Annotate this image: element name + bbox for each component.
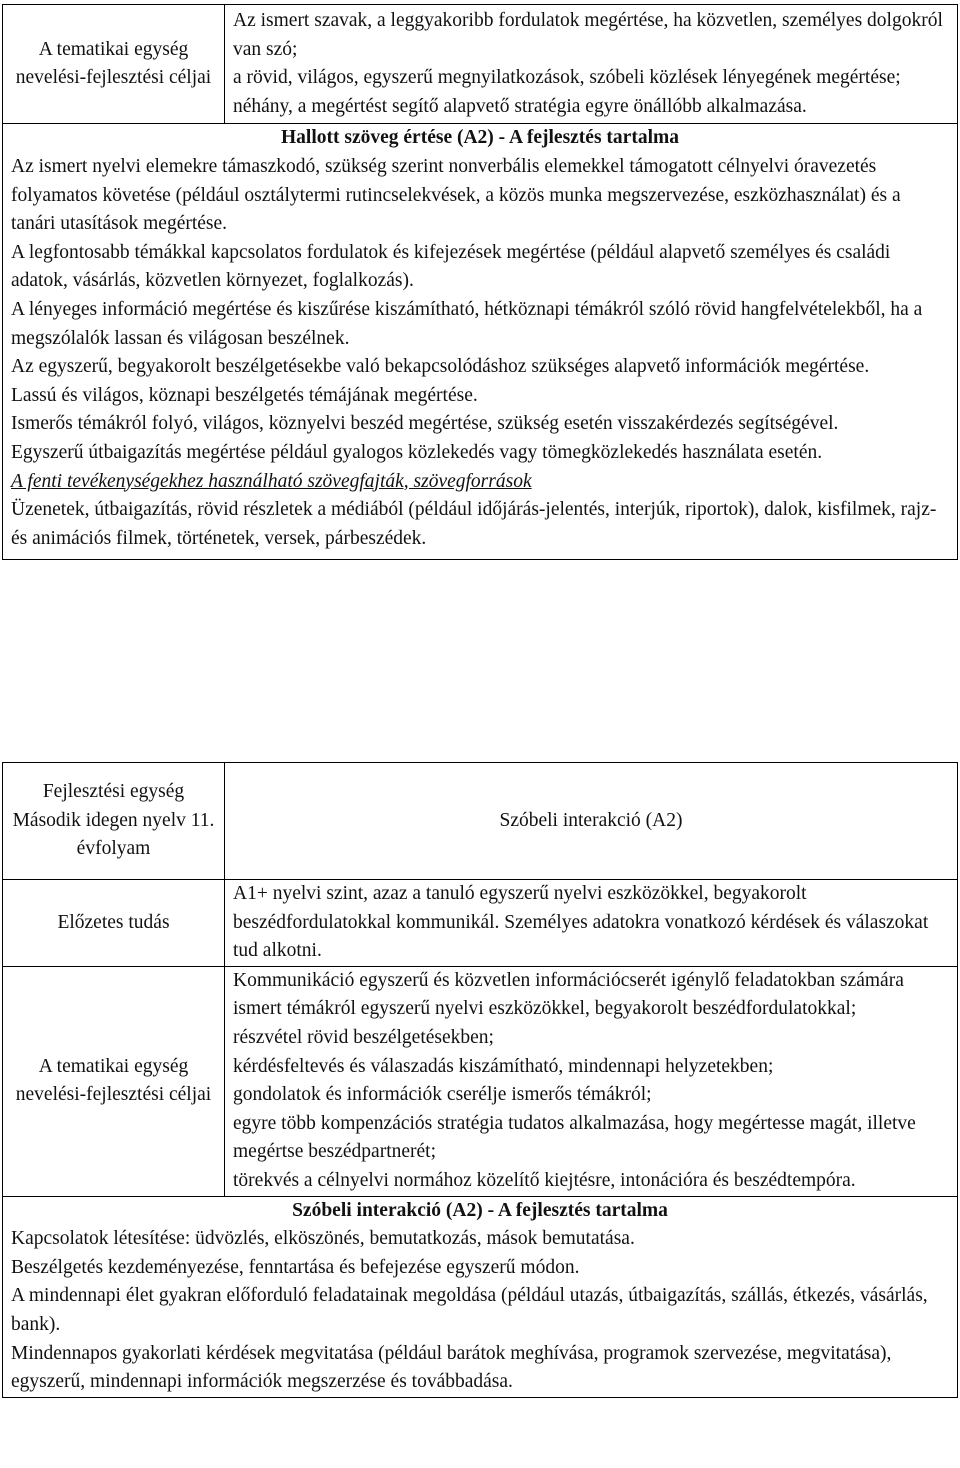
content-paragraph: Az ismert nyelvi elemekre támaszkodó, szükség szerint nonverbális elemekkel támogatott célnyelvi óravezetés folyamatos követése (például osztálytermi rutincselekvések, a közös munka megszervezése, eszközhasználat) és a tanári utasítások megértése. bbox=[11, 155, 901, 235]
unit-title: Szóbeli interakció (A2) bbox=[499, 809, 683, 831]
curriculum-table-interaction bbox=[2, 762, 958, 1398]
content-cell bbox=[3, 124, 958, 560]
unit-row bbox=[3, 763, 958, 880]
goal-line: kérdésfeltevés és válaszadás kiszámítható, mindennapi helyzetekben; bbox=[233, 1055, 774, 1077]
goal-line: törekvés a célnyelvi normához közelítő kiejtésre, intonációra és beszédtempóra. bbox=[233, 1169, 856, 1191]
goals-cell bbox=[225, 5, 958, 124]
content-paragraph: A lényeges információ megértése és kiszűrése kiszámítható, hétköznapi témákról szóló rövid hangfelvételekből, ha a megszólalók lassan és világosan beszélnek. bbox=[11, 298, 923, 349]
content-header: Hallott szöveg értése (A2) - A fejlesztés tartalma bbox=[281, 127, 679, 149]
prior-text: A1+ nyelvi szint, azaz a tanuló egyszerű nyelvi eszközökkel, begyakorolt beszédfordulatokkal kommunikál. Személyes adatokra vonatkozó kérdések és válaszokat tud alkotni. bbox=[233, 883, 929, 962]
content-paragraph: Lassú és világos, köznapi beszélgetés témájának megértése. bbox=[11, 384, 478, 406]
goal-line: a rövid, világos, egyszerű megnyilatkozások, szóbeli közlések lényegének megértése; bbox=[233, 67, 901, 89]
goals-label: A tematikai egység nevelési-fejlesztési céljai bbox=[15, 38, 212, 89]
content-paragraph: Egyszerű útbaigazítás megértése például gyalogos közlekedés vagy tömegközlekedés használata esetén. bbox=[11, 441, 823, 463]
goal-line: Az ismert szavak, a leggyakoribb fordulatok megértése, ha közvetlen, személyes dolgokról van szó; bbox=[233, 10, 943, 60]
goal-line: egyre több kompenzációs stratégia tudatos alkalmazása, hogy megértesse magát, illetve megértse beszédpartnerét; bbox=[233, 1112, 916, 1163]
goal-line: gondolatok és információk cserélje ismerős témákról; bbox=[233, 1084, 652, 1106]
sources-heading: A fenti tevékenységekhez használható szövegfajták, szövegforrások bbox=[11, 470, 532, 492]
goals-label: A tematikai egység nevelési-fejlesztési céljai bbox=[15, 1055, 212, 1106]
goal-line: Kommunikáció egyszerű és közvetlen információcserét igénylő feladatokban számára ismert témákról egyszerű nyelvi eszközökkel, begyakorolt beszédfordulatokkal; bbox=[233, 969, 904, 1020]
goals-row bbox=[3, 5, 958, 124]
content-cell bbox=[3, 1196, 958, 1397]
prior-knowledge-row bbox=[3, 880, 958, 967]
content-paragraph: Mindennapos gyakorlati kérdések megvitatása (például barátok meghívása, programok szervezése, megvitatása), egyszerű, mindennapi információk megszerzése és továbbadása. bbox=[11, 1342, 892, 1393]
goals-cell bbox=[225, 966, 958, 1196]
content-row bbox=[3, 1196, 958, 1397]
prior-label-cell bbox=[3, 880, 225, 967]
content-header: Szóbeli interakció (A2) - A fejlesztés tartalma bbox=[292, 1199, 668, 1221]
content-row bbox=[3, 124, 958, 560]
goals-label-cell bbox=[3, 966, 225, 1196]
content-paragraph: Kapcsolatok létesítése: üdvözlés, elköszönés, bemutatkozás, mások bemutatása. bbox=[11, 1228, 635, 1250]
goal-line: részvétel rövid beszélgetésekben; bbox=[233, 1026, 494, 1048]
content-paragraph: A legfontosabb témákkal kapcsolatos fordulatok és kifejezések megértése (például alapvető személyes és családi adatok, vásárlás, közvetlen környezet, foglalkozás). bbox=[11, 241, 891, 292]
unit-title-cell bbox=[225, 763, 958, 880]
goals-row bbox=[3, 966, 958, 1196]
unit-label-cell bbox=[3, 763, 225, 880]
content-paragraph: A mindennapi élet gyakran előforduló feladatainak megoldása (például utazás, útbaigazítás, szállás, étkezés, vásárlás, bank). bbox=[11, 1285, 928, 1335]
sources-text: Üzenetek, útbaigazítás, rövid részletek a médiából (például időjárás-jelentés, interjúk, riportok), dalok, kisfilmek, rajz- és animációs filmek, történetek, versek, párbeszédek. bbox=[11, 499, 937, 549]
content-paragraph: Beszélgetés kezdeményezése, fenntartása és befejezése egyszerű módon. bbox=[11, 1256, 580, 1278]
curriculum-table-listening bbox=[2, 4, 958, 560]
goal-line: néhány, a megértést segítő alapvető stratégia egyre önállóbb alkalmazása. bbox=[233, 95, 807, 117]
content-paragraph: Ismerős témákról folyó, világos, köznyelvi beszéd megértése, szükség esetén visszakérdezés segítségével. bbox=[11, 413, 839, 435]
prior-text-cell bbox=[225, 880, 958, 967]
goals-label-cell bbox=[3, 5, 225, 124]
prior-label: Előzetes tudás bbox=[57, 911, 170, 933]
unit-label: Fejlesztési egység Második idegen nyelv 11. évfolyam bbox=[12, 781, 215, 860]
content-paragraph: Az egyszerű, begyakorolt beszélgetésekbe való bekapcsolódáshoz szükséges alapvető információk megértése. bbox=[11, 356, 870, 378]
